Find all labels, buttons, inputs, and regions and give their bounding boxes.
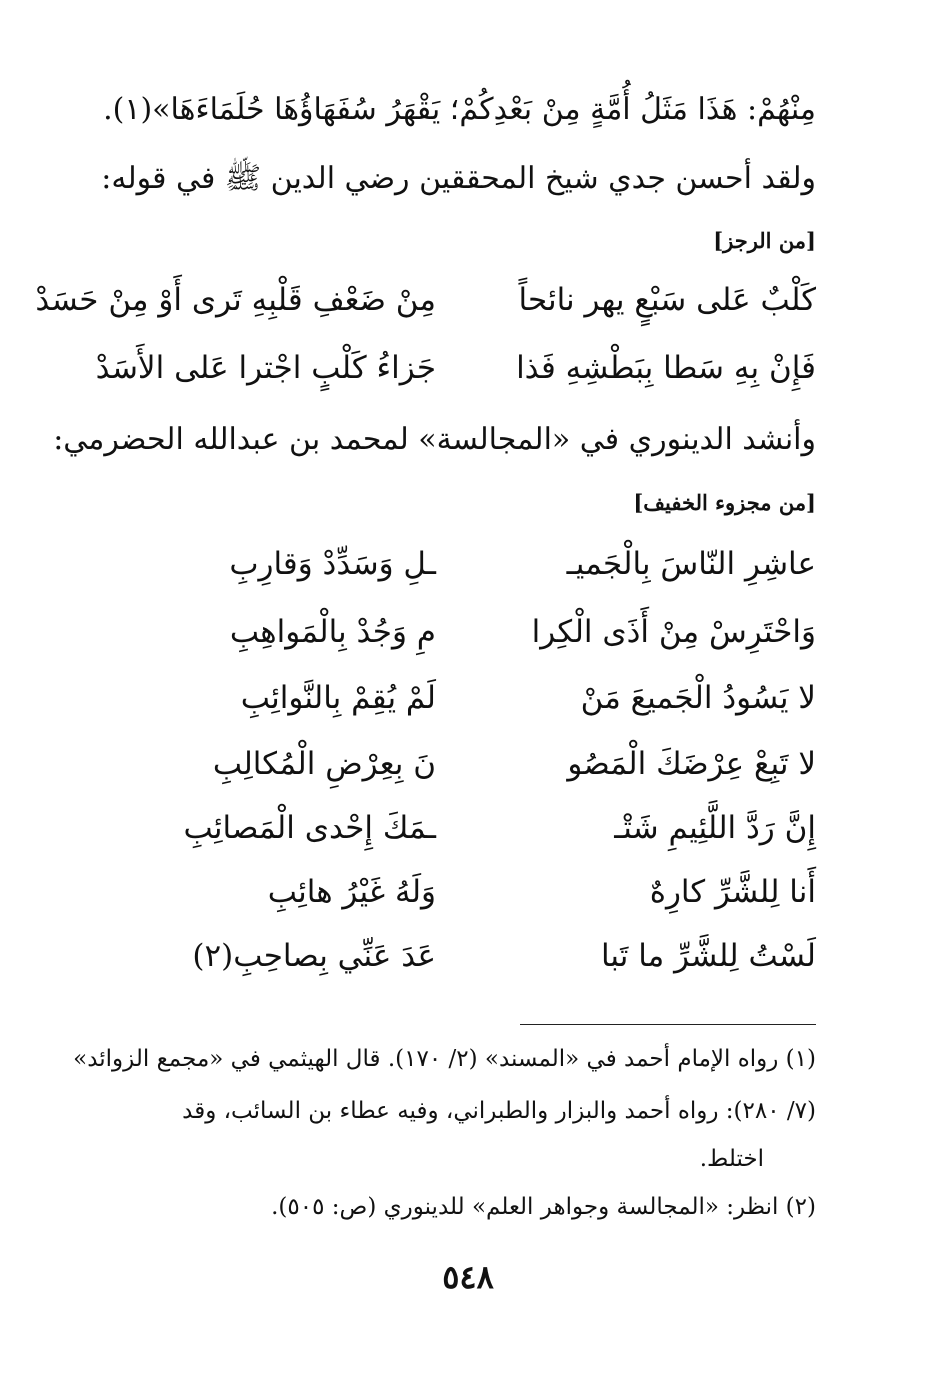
footnote-1-line-1: (١) رواه الإمام أحمد في «المسند» (٢/ ١٧٠). قال الهيثمي في «مجمع الزوائد»	[73, 1046, 816, 1072]
poem2-verse7-second-hemistich: عَدَ عَنِّي بِصاحِبِ(٢)	[192, 938, 436, 974]
footnote-separator	[520, 1024, 816, 1025]
poem2-verse7-first-hemistich: لَسْتُ لِلشَّرِّ ما تَبا	[600, 938, 816, 974]
poem2-verse6-first-hemistich: أَنا لِلشَّرِّ كارِهٌ	[649, 874, 816, 910]
page-number: ٥٤٨	[442, 1258, 494, 1296]
poem1-verse2-second-hemistich: جَزاءُ كَلْبٍ اجْترا عَلى الأَسَدْ	[95, 350, 436, 386]
poem2-verse2-first-hemistich: وَاحْتَرِسْ مِنْ أَذَى الْكِرا	[531, 614, 816, 650]
meter-label-2: [من مجزوء الخفيف]	[633, 490, 816, 515]
poem2-verse1-first-hemistich: عاشِرِ النّاسَ بِالْجَميـ	[566, 546, 816, 582]
poem1-verse1-second-hemistich: مِنْ ضَعْفِ قَلْبِهِ تَرى أَوْ مِنْ حَسَدْ	[35, 282, 436, 318]
poem2-verse5-first-hemistich: إِنَّ رَدَّ اللَّئِيمِ شَتْـ	[614, 810, 816, 846]
poem2-verse6-second-hemistich: وَلَهُ غَيْرُ هائِبِ	[267, 874, 436, 910]
footnote-2: (٢) انظر: «المجالسة وجواهر العلم» للدينوري (ص: ٥٠٥).	[271, 1194, 816, 1220]
poem2-verse3-first-hemistich: لا يَسُودُ الْجَميعَ مَنْ	[580, 680, 816, 716]
poem2-verse4-second-hemistich: نَ بِعِرْضِ الْمُكالِبِ	[212, 746, 436, 782]
poem1-verse2-first-hemistich: فَإِنْ بِهِ سَطا بِبَطْشِهِ فَذا	[516, 350, 816, 386]
paragraph-2: وأنشد الدينوري في «المجالسة» لمحمد بن عبدالله الحضرمي:	[53, 422, 816, 457]
footnote-1-line-3: اختلط.	[699, 1146, 764, 1172]
footnote-1-line-2: (٧/ ٢٨٠): رواه أحمد والبزار والطبراني، وفيه عطاء بن السائب، وقد	[182, 1098, 816, 1124]
intro-line: مِنْهُمْ: هَذَا مَثَلُ أُمَّةٍ مِنْ بَعْدِكُمْ؛ يَقْهَرُ سُفَهَاؤُهَا حُلَمَاءَهَا»(١).	[103, 92, 816, 127]
poem2-verse4-first-hemistich: لا تَبِعْ عِرْضَكَ الْمَصُو	[567, 746, 816, 782]
poem2-verse1-second-hemistich: ـلِ وَسَدِّدْ وَقارِبِ	[229, 546, 436, 582]
poem2-verse2-second-hemistich: مِ وَجُدْ بِالْمَواهِبِ	[229, 614, 436, 650]
paragraph-1: ولقد أحسن جدي شيخ المحققين رضي الدين ﷺ في قوله:	[101, 161, 816, 196]
poem1-verse1-first-hemistich: كَلْبٌ عَلى سَبْعٍ يهر نائحاً	[518, 282, 816, 318]
poem2-verse3-second-hemistich: لَمْ يُقِمْ بِالنَّوائِبِ	[240, 680, 436, 716]
meter-label-1: [من الرجز]	[713, 228, 816, 253]
poem2-verse5-second-hemistich: ـمَكَ إِحْدى الْمَصائِبِ	[183, 810, 436, 846]
